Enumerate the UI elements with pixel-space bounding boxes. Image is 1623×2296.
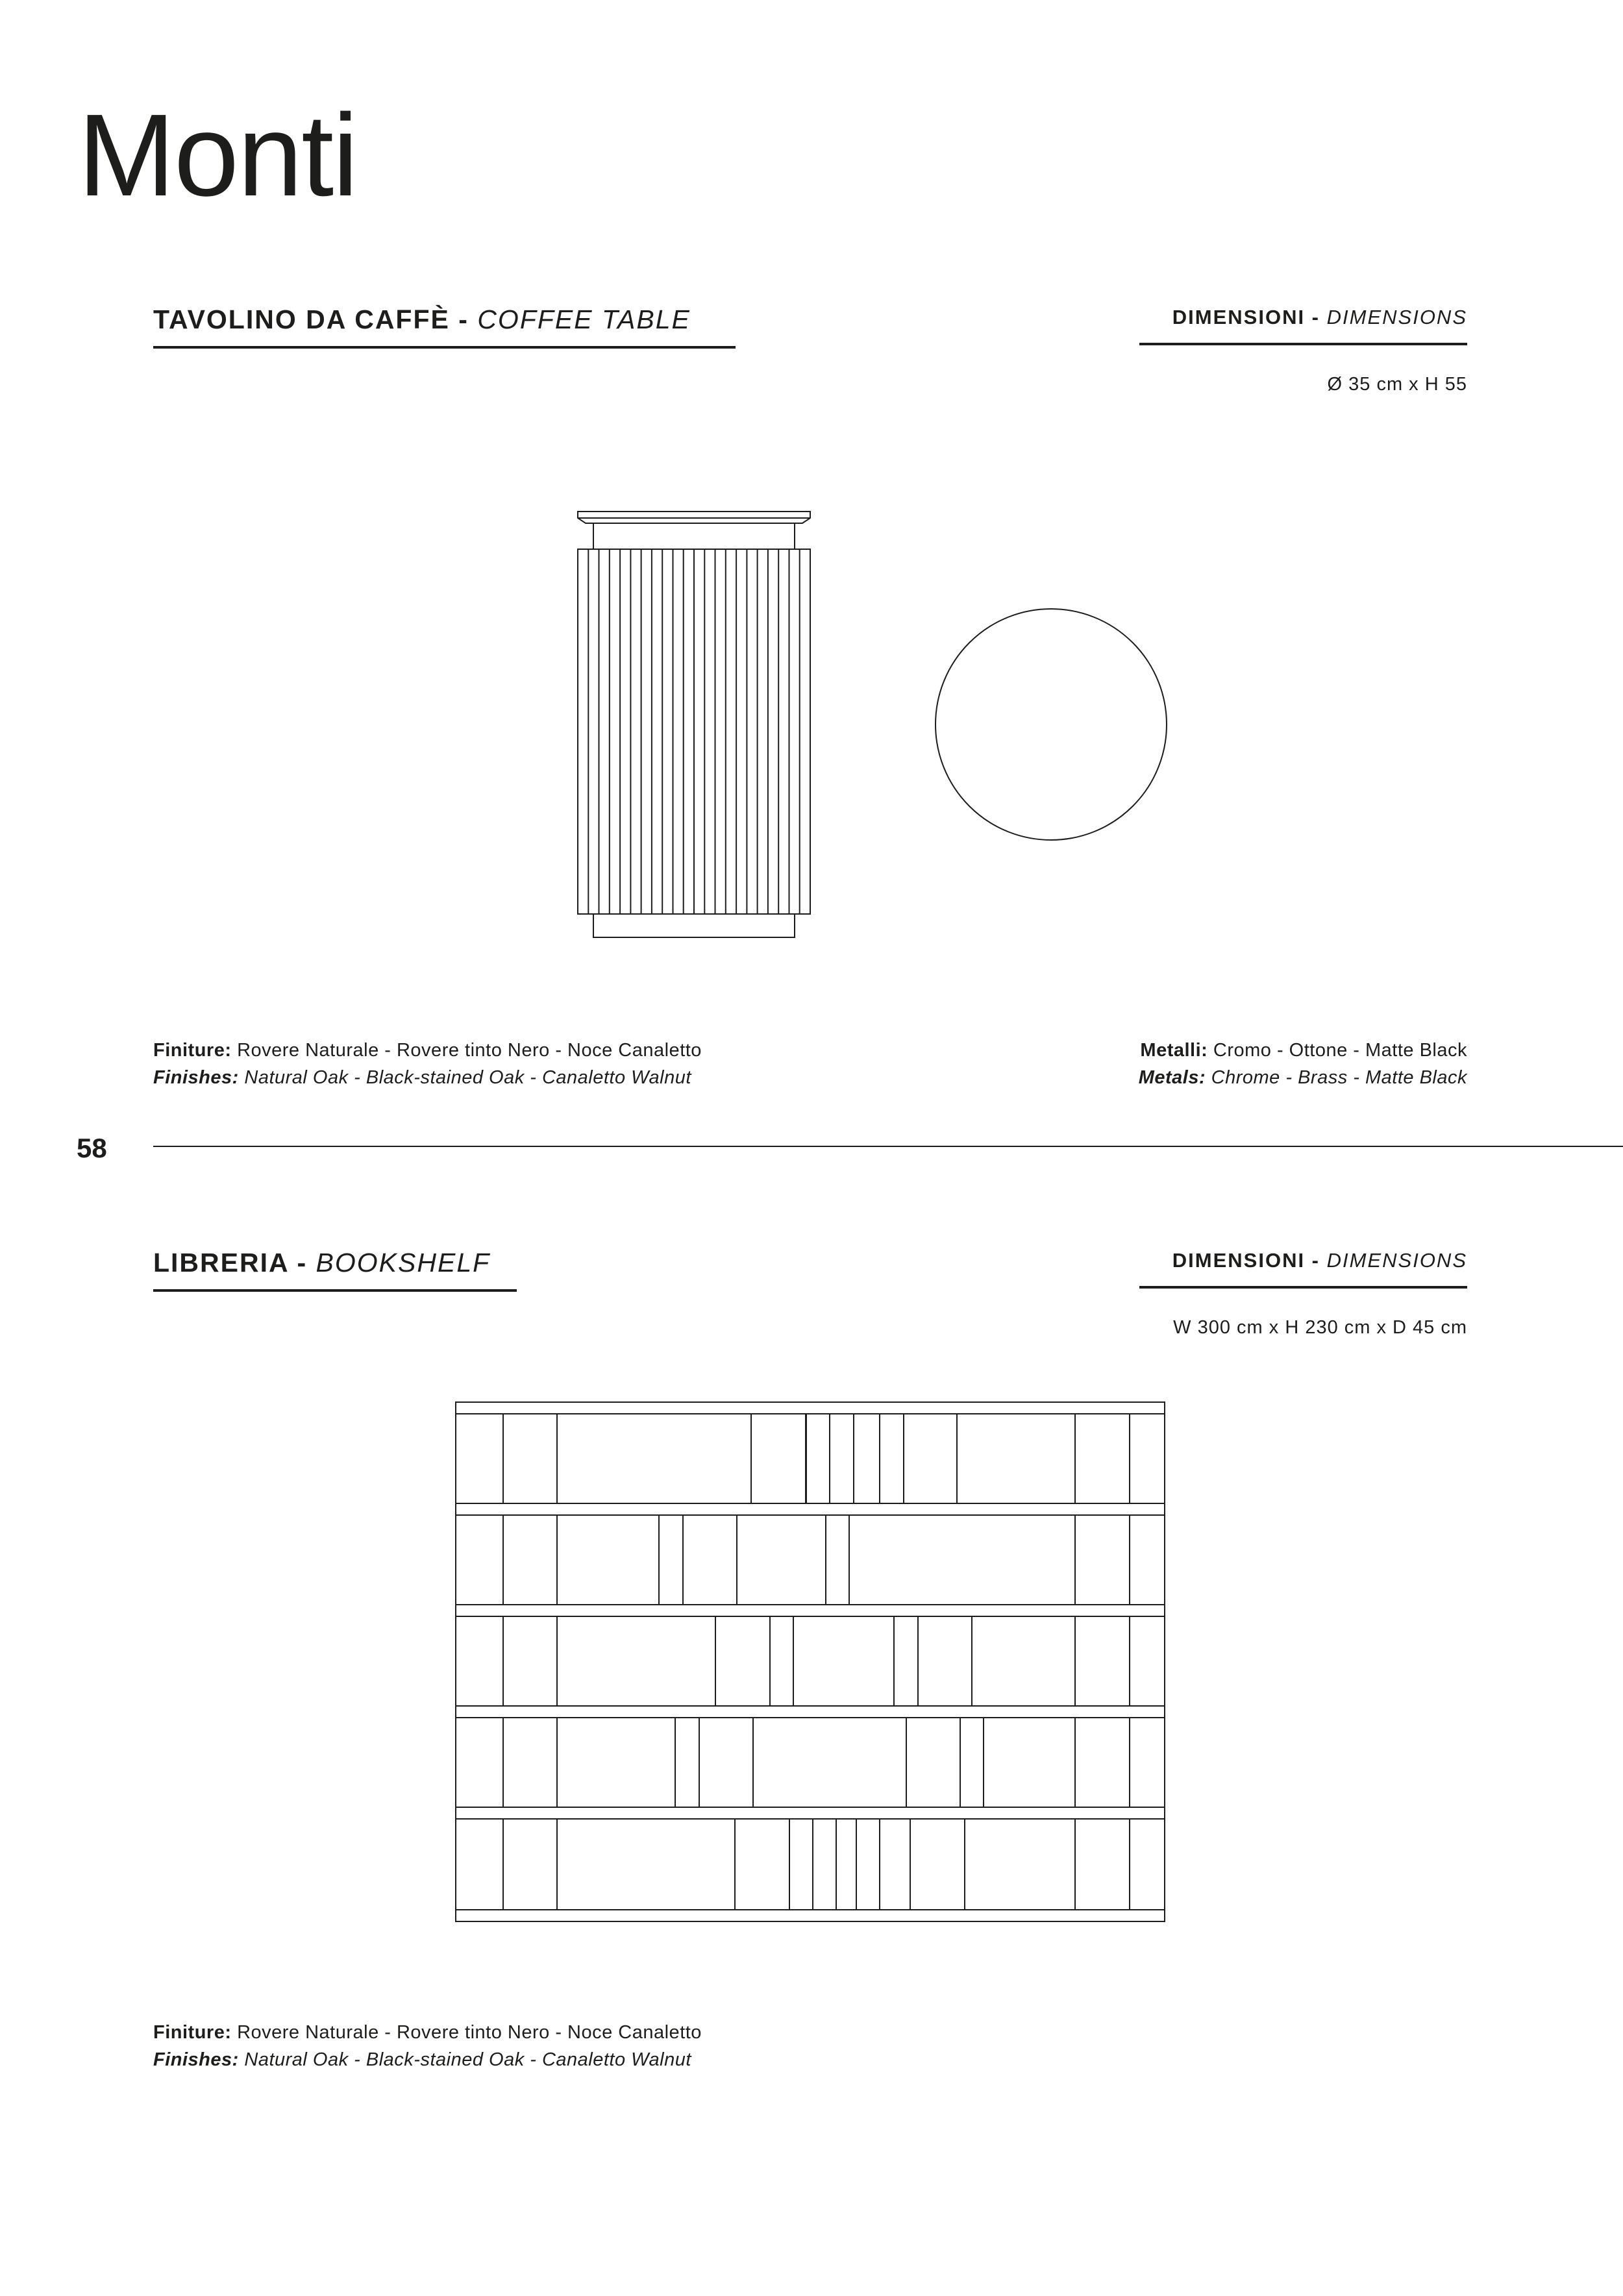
coffee-table-dimensions-title: DIMENSIONI - DIMENSIONS <box>1172 306 1467 328</box>
bookshelf-dimensions-title: DIMENSIONI - DIMENSIONS <box>1172 1249 1467 1272</box>
brand-title: Monti <box>78 90 358 221</box>
coffee-table-finishes-block: Finiture: Rovere Naturale - Rovere tinto Nero - Noce Canaletto Finishes: Natural Oak - Black-stained Oak - Canaletto Walnut <box>153 1040 702 1088</box>
bookshelf-title-underline <box>153 1289 517 1292</box>
table-top-collar <box>593 523 795 549</box>
coffee-table-title-underline <box>153 346 736 349</box>
bookshelf-dimensions-value: W 300 cm x H 230 cm x D 45 cm <box>1173 1317 1467 1338</box>
coffee-table-top-view <box>928 604 1169 844</box>
coffee-table-side-view <box>571 506 818 948</box>
coffee-table-dimensions-value: Ø 35 cm x H 55 <box>1327 374 1467 395</box>
coffee-table-metals-block: Metalli: Cromo - Ottone - Matte Black Metals: Chrome - Brass - Matte Black <box>1138 1040 1467 1088</box>
table-top-circle <box>935 609 1167 840</box>
table-base-plinth <box>593 914 795 937</box>
bookshelf-title-it: LIBRERIA - <box>153 1248 308 1278</box>
bookshelf-finishes-block: Finiture: Rovere Naturale - Rovere tinto Nero - Noce Canaletto Finishes: Natural Oak - Black-stained Oak - Canaletto Walnut <box>153 2022 702 2070</box>
bookshelf-title-en: BOOKSHELF <box>316 1248 491 1278</box>
coffee-table-title-en: COFFEE TABLE <box>477 304 691 334</box>
bookshelf-outer-frame <box>456 1402 1165 1921</box>
coffee-table-title-it: TAVOLINO DA CAFFÈ - <box>153 304 469 334</box>
bookshelf-drawing <box>448 1396 1175 1934</box>
coffee-table-dimensions-underline <box>1139 343 1467 345</box>
coffee-table-title <box>153 306 691 333</box>
page-number: 58 <box>77 1133 107 1163</box>
bookshelf-dimensions-underline <box>1139 1286 1467 1289</box>
section-divider <box>153 1146 1623 1147</box>
bookshelf-title <box>153 1250 490 1276</box>
